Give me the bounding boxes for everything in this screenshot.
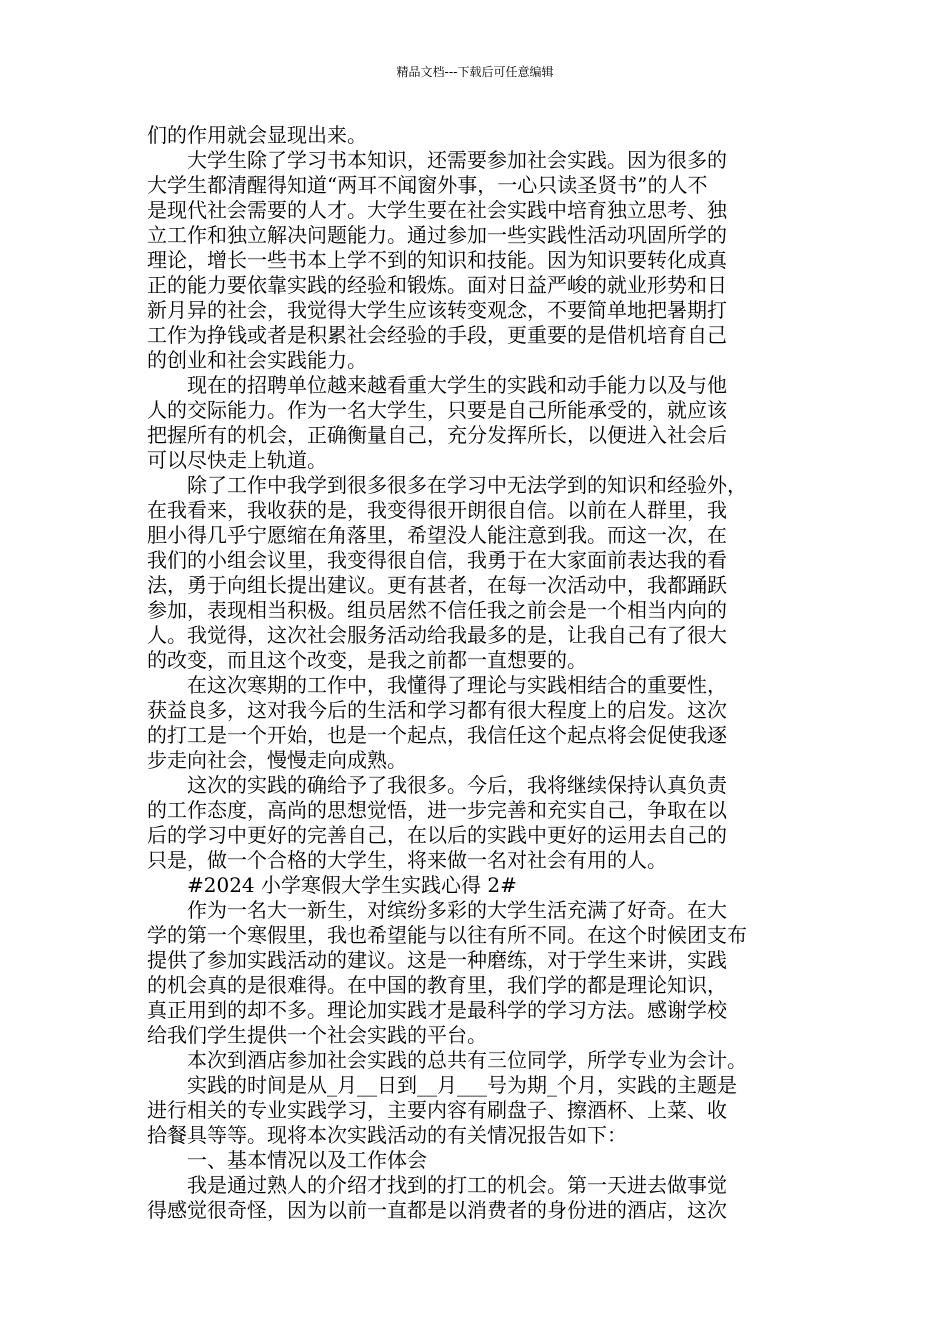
text-line: 的工作态度，高尚的思想觉悟，进一步完善和充实自己，争取在以 bbox=[147, 798, 727, 822]
text-line: 人。我觉得，这次社会服务活动给我最多的是，让我自己有了很大 bbox=[147, 623, 727, 647]
text-line: 一、基本情况以及工作体会 bbox=[187, 1148, 427, 1172]
text-line: 拾餐具等等。现将本次实践活动的有关情况报告如下： bbox=[147, 1123, 627, 1147]
text-line: 本次到酒店参加社会实践的总共有三位同学，所学专业为会计。 bbox=[187, 1048, 747, 1072]
text-line: #2024 小学寒假大学生实践心得 2# bbox=[187, 873, 517, 897]
text-line: 在我看来，我收获的是，我变得很开朗很自信。以前在人群里，我 bbox=[147, 498, 727, 522]
text-line: 可以尽快走上轨道。 bbox=[147, 448, 327, 472]
text-line: 的改变，而且这个改变，是我之前都一直想要的。 bbox=[147, 648, 587, 672]
text-line: 只是，做一个合格的大学生，将来做一名对社会有用的人。 bbox=[147, 848, 667, 872]
text-line: 立工作和独立解决问题能力。通过参加一些实践性活动巩固所学的 bbox=[147, 223, 727, 247]
text-line: 现在的招聘单位越来越看重大学生的实践和动手能力以及与他 bbox=[187, 373, 727, 397]
document-body bbox=[147, 123, 807, 1223]
text-line: 们的作用就会显现出来。 bbox=[147, 123, 367, 147]
text-line: 正的能力要依靠实践的经验和锻炼。面对日益严峻的就业形势和日 bbox=[147, 273, 727, 297]
page-header: 精品文档---下载后可任意编辑 bbox=[396, 65, 554, 79]
text-line: 新月异的社会，我觉得大学生应该转变观念，不要简单地把暑期打 bbox=[147, 298, 727, 322]
text-line: 是现代社会需要的人才。大学生要在社会实践中培育独立思考、独 bbox=[147, 198, 727, 222]
text-line: 的创业和社会实践能力。 bbox=[147, 348, 367, 372]
text-line: 我是通过熟人的介绍才找到的打工的机会。第一天进去做事觉 bbox=[187, 1173, 727, 1197]
text-line: 的打工是一个开始，也是一个起点，我信任这个起点将会促使我逐 bbox=[147, 723, 727, 747]
text-line: 得感觉很奇怪，因为以前一直都是以消费者的身份进的酒店，这次 bbox=[147, 1198, 727, 1222]
text-line: 法，勇于向组长提出建议。更有甚者，在每一次活动中，我都踊跃 bbox=[147, 573, 727, 597]
text-line: 理论，增长一些书本上学不到的知识和技能。因为知识要转化成真 bbox=[147, 248, 727, 272]
text-line: 人的交际能力。作为一名大学生，只要是自己所能承受的，就应该 bbox=[147, 398, 727, 422]
text-line: 作为一名大一新生，对缤纷多彩的大学生活充满了好奇。在大 bbox=[187, 898, 727, 922]
text-line: 大学生都清醒得知道“两耳不闻窗外事，一心只读圣贤书”的人不 bbox=[147, 173, 708, 197]
text-line: 获益良多，这对我今后的生活和学习都有很大程度上的启发。这次 bbox=[147, 698, 727, 722]
text-line: 除了工作中我学到很多很多在学习中无法学到的知识和经验外， bbox=[187, 473, 747, 497]
text-line: 进行相关的专业实践学习，主要内容有刷盘子、擦酒杯、上菜、收 bbox=[147, 1098, 727, 1122]
text-line: 真正用到的却不多。理论加实践才是最科学的学习方法。感谢学校 bbox=[147, 998, 727, 1022]
text-line: 在这次寒期的工作中，我懂得了理论与实践相结合的重要性， bbox=[187, 673, 727, 697]
text-line: 提供了参加实践活动的建议。这是一种磨练，对于学生来讲，实践 bbox=[147, 948, 727, 972]
text-line: 大学生除了学习书本知识，还需要参加社会实践。因为很多的 bbox=[187, 148, 727, 172]
text-line: 把握所有的机会，正确衡量自己，充分发挥所长，以便进入社会后 bbox=[147, 423, 727, 447]
text-line: 学的第一个寒假里，我也希望能与以往有所不同。在这个时候团支布 bbox=[147, 923, 747, 947]
text-line: 工作为挣钱或者是积累社会经验的手段，更重要的是借机培育自己 bbox=[147, 323, 727, 347]
text-line: 参加，表现相当积极。组员居然不信任我之前会是一个相当内向的 bbox=[147, 598, 727, 622]
text-line: 给我们学生提供一个社会实践的平台。 bbox=[147, 1023, 487, 1047]
text-line: 步走向社会，慢慢走向成熟。 bbox=[147, 748, 407, 772]
text-line: 实践的时间是从_月__日到__月___号为期_个月，实践的主题是 bbox=[187, 1073, 737, 1097]
text-line: 后的学习中更好的完善自己，在以后的实践中更好的运用去自己的 bbox=[147, 823, 727, 847]
text-line: 胆小得几乎宁愿缩在角落里，希望没人能注意到我。而这一次，在 bbox=[147, 523, 727, 547]
text-line: 我们的小组会议里，我变得很自信，我勇于在大家面前表达我的看 bbox=[147, 548, 727, 572]
text-line: 这次的实践的确给予了我很多。今后，我将继续保持认真负责 bbox=[187, 773, 727, 797]
text-line: 的机会真的是很难得。在中国的教育里，我们学的都是理论知识， bbox=[147, 973, 727, 997]
